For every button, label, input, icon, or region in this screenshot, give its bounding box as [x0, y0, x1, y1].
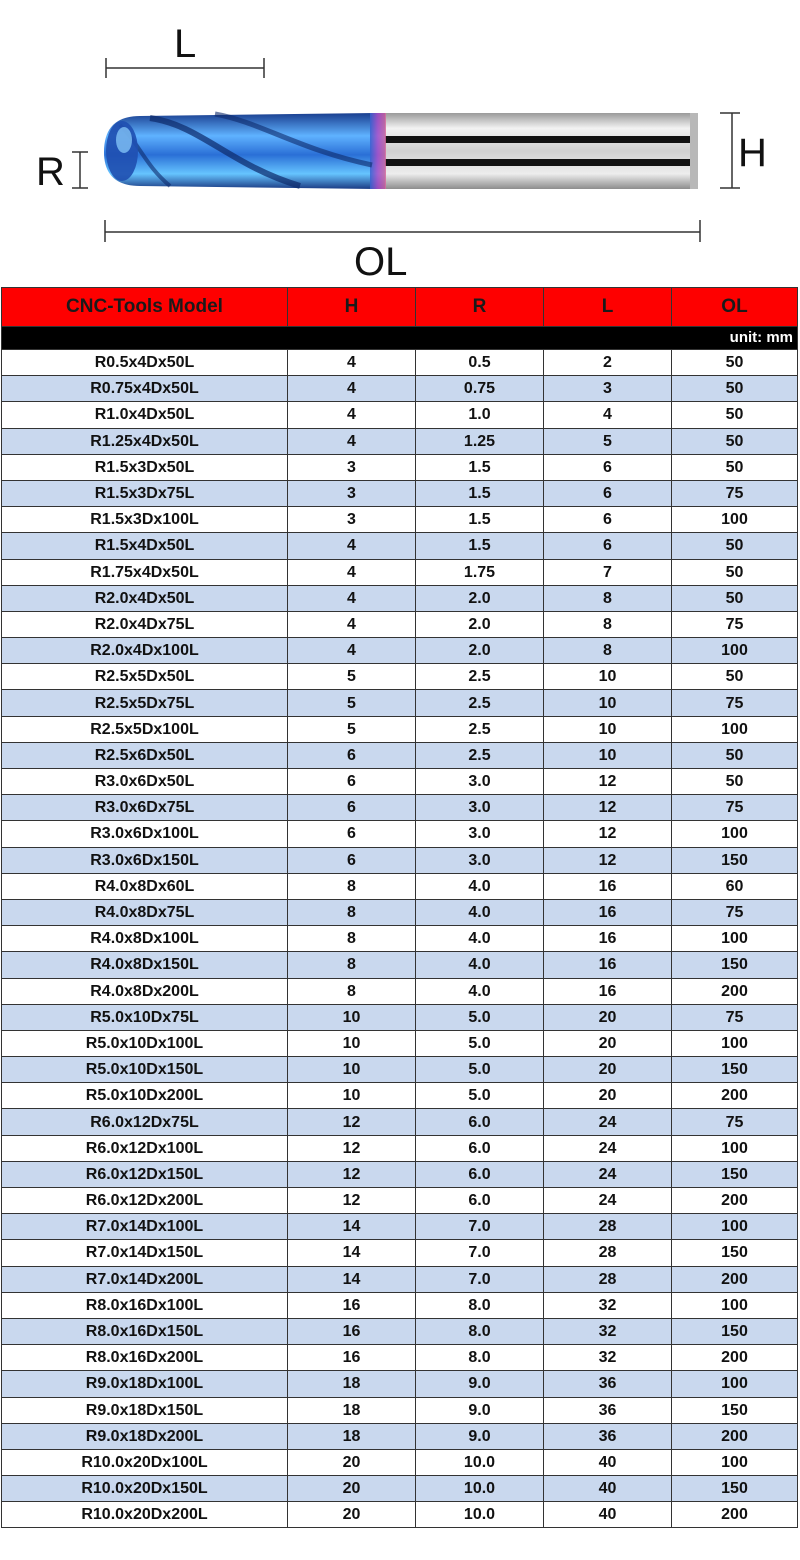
- cell-model: R2.5x5Dx75L: [2, 690, 288, 716]
- cell-h: 12: [288, 1109, 416, 1135]
- cell-h: 18: [288, 1371, 416, 1397]
- cell-l: 40: [544, 1502, 672, 1528]
- table-row: [2, 664, 798, 690]
- table-row: [2, 480, 798, 506]
- cell-r: 5.0: [416, 1004, 544, 1030]
- cell-ol: 100: [672, 1135, 798, 1161]
- cell-ol: 75: [672, 480, 798, 506]
- cell-h: 5: [288, 716, 416, 742]
- cell-ol: 150: [672, 1397, 798, 1423]
- cell-l: 8: [544, 611, 672, 637]
- cell-model: R7.0x14Dx100L: [2, 1214, 288, 1240]
- cell-model: R4.0x8Dx200L: [2, 978, 288, 1004]
- cell-ol: 200: [672, 1266, 798, 1292]
- cell-ol: 75: [672, 1004, 798, 1030]
- cell-h: 5: [288, 664, 416, 690]
- cell-h: 12: [288, 1188, 416, 1214]
- cell-h: 8: [288, 952, 416, 978]
- cell-r: 7.0: [416, 1240, 544, 1266]
- unit-row: [2, 327, 798, 350]
- label-r: R: [36, 150, 65, 194]
- cell-l: 6: [544, 480, 672, 506]
- table-row: [2, 795, 798, 821]
- cell-model: R0.75x4Dx50L: [2, 376, 288, 402]
- table-row: [2, 1030, 798, 1056]
- table-row: [2, 611, 798, 637]
- cell-l: 24: [544, 1188, 672, 1214]
- cell-r: 6.0: [416, 1135, 544, 1161]
- cell-model: R6.0x12Dx75L: [2, 1109, 288, 1135]
- cell-r: 4.0: [416, 952, 544, 978]
- header-r: R: [416, 288, 544, 327]
- cell-r: 2.0: [416, 638, 544, 664]
- cell-l: 2: [544, 350, 672, 376]
- cell-ol: 100: [672, 926, 798, 952]
- table-row: [2, 1214, 798, 1240]
- cell-h: 4: [288, 559, 416, 585]
- cell-model: R3.0x6Dx75L: [2, 795, 288, 821]
- cell-model: R3.0x6Dx50L: [2, 769, 288, 795]
- cell-l: 16: [544, 873, 672, 899]
- cell-l: 12: [544, 821, 672, 847]
- cell-ol: 200: [672, 1423, 798, 1449]
- cell-r: 1.0: [416, 402, 544, 428]
- cell-model: R10.0x20Dx200L: [2, 1502, 288, 1528]
- cell-l: 36: [544, 1423, 672, 1449]
- cell-ol: 75: [672, 899, 798, 925]
- table-row: [2, 638, 798, 664]
- table-row: [2, 1397, 798, 1423]
- cell-ol: 100: [672, 507, 798, 533]
- table-row: [2, 454, 798, 480]
- dimension-line-ol: [105, 220, 700, 242]
- cell-h: 14: [288, 1240, 416, 1266]
- table-row: [2, 350, 798, 376]
- cell-l: 4: [544, 402, 672, 428]
- cell-l: 10: [544, 664, 672, 690]
- cell-h: 4: [288, 428, 416, 454]
- cell-model: R2.5x6Dx50L: [2, 742, 288, 768]
- cell-r: 10.0: [416, 1476, 544, 1502]
- cell-r: 6.0: [416, 1109, 544, 1135]
- cell-r: 7.0: [416, 1266, 544, 1292]
- cell-l: 8: [544, 638, 672, 664]
- cell-ol: 75: [672, 1109, 798, 1135]
- cell-ol: 150: [672, 952, 798, 978]
- table-row: [2, 1135, 798, 1161]
- cell-h: 6: [288, 769, 416, 795]
- cell-l: 6: [544, 533, 672, 559]
- cell-model: R0.5x4Dx50L: [2, 350, 288, 376]
- cell-model: R8.0x16Dx100L: [2, 1292, 288, 1318]
- table-row: [2, 1345, 798, 1371]
- cell-r: 4.0: [416, 899, 544, 925]
- cell-ol: 200: [672, 1188, 798, 1214]
- table-row: [2, 1188, 798, 1214]
- label-l: L: [174, 22, 197, 66]
- cell-model: R5.0x10Dx100L: [2, 1030, 288, 1056]
- cell-l: 32: [544, 1345, 672, 1371]
- cell-h: 14: [288, 1214, 416, 1240]
- table-row: [2, 1161, 798, 1187]
- cell-h: 8: [288, 926, 416, 952]
- dimension-line-r: [72, 152, 88, 188]
- cell-r: 10.0: [416, 1449, 544, 1475]
- cell-r: 2.0: [416, 585, 544, 611]
- cell-r: 9.0: [416, 1423, 544, 1449]
- cell-ol: 100: [672, 716, 798, 742]
- spec-table: [1, 287, 798, 1528]
- cell-h: 20: [288, 1449, 416, 1475]
- cell-h: 4: [288, 638, 416, 664]
- table-row: [2, 376, 798, 402]
- cell-r: 6.0: [416, 1188, 544, 1214]
- cell-r: 1.5: [416, 507, 544, 533]
- cell-l: 20: [544, 1083, 672, 1109]
- cell-h: 10: [288, 1057, 416, 1083]
- cell-model: R9.0x18Dx200L: [2, 1423, 288, 1449]
- table-row: [2, 821, 798, 847]
- cell-r: 10.0: [416, 1502, 544, 1528]
- table-row: [2, 926, 798, 952]
- table-row: [2, 1476, 798, 1502]
- cell-ol: 200: [672, 978, 798, 1004]
- cell-l: 10: [544, 716, 672, 742]
- table-row: [2, 847, 798, 873]
- cell-h: 8: [288, 978, 416, 1004]
- cell-h: 4: [288, 376, 416, 402]
- table-row: [2, 1057, 798, 1083]
- cell-l: 40: [544, 1449, 672, 1475]
- cell-model: R4.0x8Dx150L: [2, 952, 288, 978]
- cell-model: R1.0x4Dx50L: [2, 402, 288, 428]
- cell-model: R6.0x12Dx200L: [2, 1188, 288, 1214]
- cell-l: 5: [544, 428, 672, 454]
- cell-ol: 150: [672, 1161, 798, 1187]
- label-h: H: [738, 131, 767, 175]
- table-body: [2, 350, 798, 1528]
- cell-r: 1.25: [416, 428, 544, 454]
- cell-h: 4: [288, 402, 416, 428]
- header-model: CNC-Tools Model: [2, 288, 288, 327]
- cell-r: 1.75: [416, 559, 544, 585]
- cell-h: 4: [288, 533, 416, 559]
- cell-r: 9.0: [416, 1397, 544, 1423]
- cell-model: R6.0x12Dx150L: [2, 1161, 288, 1187]
- table-row: [2, 873, 798, 899]
- cell-r: 5.0: [416, 1083, 544, 1109]
- cell-model: R8.0x16Dx150L: [2, 1318, 288, 1344]
- cell-r: 0.5: [416, 350, 544, 376]
- table-row: [2, 952, 798, 978]
- cell-l: 3: [544, 376, 672, 402]
- cell-ol: 50: [672, 585, 798, 611]
- cell-model: R1.5x3Dx100L: [2, 507, 288, 533]
- table-row: [2, 1502, 798, 1528]
- table-row: [2, 533, 798, 559]
- cell-l: 32: [544, 1318, 672, 1344]
- table-row: [2, 1083, 798, 1109]
- cell-model: R3.0x6Dx150L: [2, 847, 288, 873]
- table-row: [2, 716, 798, 742]
- table-row: [2, 402, 798, 428]
- cell-h: 8: [288, 873, 416, 899]
- cell-h: 14: [288, 1266, 416, 1292]
- cell-l: 28: [544, 1240, 672, 1266]
- table-row: [2, 769, 798, 795]
- cell-l: 36: [544, 1397, 672, 1423]
- cell-h: 8: [288, 899, 416, 925]
- cell-h: 6: [288, 795, 416, 821]
- cell-h: 6: [288, 742, 416, 768]
- cell-model: R1.5x4Dx50L: [2, 533, 288, 559]
- table-row: [2, 1240, 798, 1266]
- cell-ol: 50: [672, 376, 798, 402]
- cell-r: 4.0: [416, 926, 544, 952]
- header-ol: OL: [672, 288, 798, 327]
- cell-r: 8.0: [416, 1292, 544, 1318]
- cell-model: R10.0x20Dx150L: [2, 1476, 288, 1502]
- cell-model: R1.75x4Dx50L: [2, 559, 288, 585]
- cell-model: R1.25x4Dx50L: [2, 428, 288, 454]
- cell-r: 5.0: [416, 1057, 544, 1083]
- cell-ol: 50: [672, 664, 798, 690]
- cell-model: R7.0x14Dx200L: [2, 1266, 288, 1292]
- cell-r: 0.75: [416, 376, 544, 402]
- cell-h: 10: [288, 1030, 416, 1056]
- cell-model: R2.5x5Dx100L: [2, 716, 288, 742]
- cell-ol: 150: [672, 1318, 798, 1344]
- cell-h: 18: [288, 1397, 416, 1423]
- cell-l: 32: [544, 1292, 672, 1318]
- cell-model: R4.0x8Dx60L: [2, 873, 288, 899]
- cell-h: 20: [288, 1476, 416, 1502]
- cell-l: 20: [544, 1004, 672, 1030]
- cell-r: 2.5: [416, 664, 544, 690]
- cell-ol: 200: [672, 1083, 798, 1109]
- cell-l: 10: [544, 742, 672, 768]
- cell-r: 2.5: [416, 690, 544, 716]
- header-row: [2, 288, 798, 327]
- cell-l: 12: [544, 769, 672, 795]
- cell-ol: 100: [672, 1449, 798, 1475]
- cell-model: R2.0x4Dx100L: [2, 638, 288, 664]
- cell-ol: 150: [672, 1240, 798, 1266]
- cell-ol: 50: [672, 769, 798, 795]
- cell-l: 8: [544, 585, 672, 611]
- cell-l: 20: [544, 1057, 672, 1083]
- cell-ol: 75: [672, 611, 798, 637]
- cell-h: 12: [288, 1135, 416, 1161]
- cell-h: 4: [288, 350, 416, 376]
- dimension-diagram: [0, 0, 800, 285]
- cell-h: 20: [288, 1502, 416, 1528]
- cell-ol: 100: [672, 1030, 798, 1056]
- cell-l: 7: [544, 559, 672, 585]
- cell-r: 8.0: [416, 1345, 544, 1371]
- cell-l: 20: [544, 1030, 672, 1056]
- cell-r: 4.0: [416, 873, 544, 899]
- cell-r: 5.0: [416, 1030, 544, 1056]
- cell-model: R10.0x20Dx100L: [2, 1449, 288, 1475]
- cell-ol: 100: [672, 1371, 798, 1397]
- cell-model: R5.0x10Dx200L: [2, 1083, 288, 1109]
- cell-ol: 100: [672, 638, 798, 664]
- cell-ol: 50: [672, 742, 798, 768]
- cell-h: 12: [288, 1161, 416, 1187]
- cell-ol: 50: [672, 559, 798, 585]
- cell-h: 4: [288, 611, 416, 637]
- cell-model: R6.0x12Dx100L: [2, 1135, 288, 1161]
- cell-l: 16: [544, 978, 672, 1004]
- cell-h: 3: [288, 480, 416, 506]
- header-l: L: [544, 288, 672, 327]
- cell-ol: 150: [672, 1057, 798, 1083]
- cell-l: 12: [544, 795, 672, 821]
- cell-h: 6: [288, 821, 416, 847]
- table-row: [2, 899, 798, 925]
- cell-model: R2.0x4Dx75L: [2, 611, 288, 637]
- header-h: H: [288, 288, 416, 327]
- cell-l: 24: [544, 1135, 672, 1161]
- label-ol: OL: [354, 240, 408, 284]
- cell-model: R7.0x14Dx150L: [2, 1240, 288, 1266]
- cell-r: 1.5: [416, 480, 544, 506]
- cell-h: 6: [288, 847, 416, 873]
- cell-ol: 200: [672, 1502, 798, 1528]
- cell-h: 10: [288, 1083, 416, 1109]
- cell-l: 28: [544, 1214, 672, 1240]
- cell-h: 3: [288, 454, 416, 480]
- cell-l: 16: [544, 926, 672, 952]
- cell-l: 12: [544, 847, 672, 873]
- table-row: [2, 1004, 798, 1030]
- cell-ol: 50: [672, 402, 798, 428]
- cell-model: R4.0x8Dx100L: [2, 926, 288, 952]
- cell-r: 3.0: [416, 847, 544, 873]
- cell-model: R8.0x16Dx200L: [2, 1345, 288, 1371]
- cell-h: 10: [288, 1004, 416, 1030]
- cell-model: R9.0x18Dx150L: [2, 1397, 288, 1423]
- cell-h: 16: [288, 1292, 416, 1318]
- cell-r: 9.0: [416, 1371, 544, 1397]
- cell-h: 5: [288, 690, 416, 716]
- tool-shank: [385, 113, 695, 189]
- cell-ol: 100: [672, 821, 798, 847]
- cell-l: 16: [544, 952, 672, 978]
- unit-label: unit: mm: [2, 327, 798, 350]
- cell-ol: 150: [672, 1476, 798, 1502]
- cell-model: R3.0x6Dx100L: [2, 821, 288, 847]
- cell-l: 40: [544, 1476, 672, 1502]
- cell-r: 3.0: [416, 821, 544, 847]
- table-row: [2, 742, 798, 768]
- cell-ol: 150: [672, 847, 798, 873]
- table-row: [2, 690, 798, 716]
- cell-l: 16: [544, 899, 672, 925]
- table-row: [2, 559, 798, 585]
- cell-ol: 100: [672, 1292, 798, 1318]
- cell-model: R1.5x3Dx50L: [2, 454, 288, 480]
- cell-ol: 50: [672, 350, 798, 376]
- cell-ol: 50: [672, 428, 798, 454]
- cell-l: 28: [544, 1266, 672, 1292]
- table-row: [2, 1266, 798, 1292]
- cell-l: 6: [544, 454, 672, 480]
- table-row: [2, 1371, 798, 1397]
- cell-l: 36: [544, 1371, 672, 1397]
- cell-h: 18: [288, 1423, 416, 1449]
- cell-model: R9.0x18Dx100L: [2, 1371, 288, 1397]
- cell-model: R2.5x5Dx50L: [2, 664, 288, 690]
- cell-model: R5.0x10Dx150L: [2, 1057, 288, 1083]
- cell-r: 7.0: [416, 1214, 544, 1240]
- dimension-line-h: [720, 113, 740, 188]
- cell-ol: 50: [672, 533, 798, 559]
- table-header: [2, 288, 798, 350]
- cell-ol: 75: [672, 795, 798, 821]
- table-row: [2, 1423, 798, 1449]
- cell-ol: 200: [672, 1345, 798, 1371]
- cell-r: 8.0: [416, 1318, 544, 1344]
- cell-model: R2.0x4Dx50L: [2, 585, 288, 611]
- table-row: [2, 1318, 798, 1344]
- cell-r: 2.5: [416, 742, 544, 768]
- cell-h: 16: [288, 1345, 416, 1371]
- table-row: [2, 1109, 798, 1135]
- table-row: [2, 978, 798, 1004]
- cell-ol: 60: [672, 873, 798, 899]
- cell-l: 24: [544, 1161, 672, 1187]
- cell-h: 4: [288, 585, 416, 611]
- cell-l: 24: [544, 1109, 672, 1135]
- cell-r: 4.0: [416, 978, 544, 1004]
- cell-r: 1.5: [416, 533, 544, 559]
- cell-r: 6.0: [416, 1161, 544, 1187]
- cell-model: R4.0x8Dx75L: [2, 899, 288, 925]
- cell-l: 10: [544, 690, 672, 716]
- cell-ol: 50: [672, 454, 798, 480]
- cell-model: R1.5x3Dx75L: [2, 480, 288, 506]
- cell-h: 3: [288, 507, 416, 533]
- cell-ol: 75: [672, 690, 798, 716]
- cell-ol: 100: [672, 1214, 798, 1240]
- cell-r: 2.5: [416, 716, 544, 742]
- table-row: [2, 1292, 798, 1318]
- cell-r: 2.0: [416, 611, 544, 637]
- cell-l: 6: [544, 507, 672, 533]
- table-row: [2, 585, 798, 611]
- cell-r: 1.5: [416, 454, 544, 480]
- table-row: [2, 1449, 798, 1475]
- cell-model: R5.0x10Dx75L: [2, 1004, 288, 1030]
- table-row: [2, 507, 798, 533]
- cell-r: 3.0: [416, 769, 544, 795]
- cell-r: 3.0: [416, 795, 544, 821]
- cell-h: 16: [288, 1318, 416, 1344]
- table-row: [2, 428, 798, 454]
